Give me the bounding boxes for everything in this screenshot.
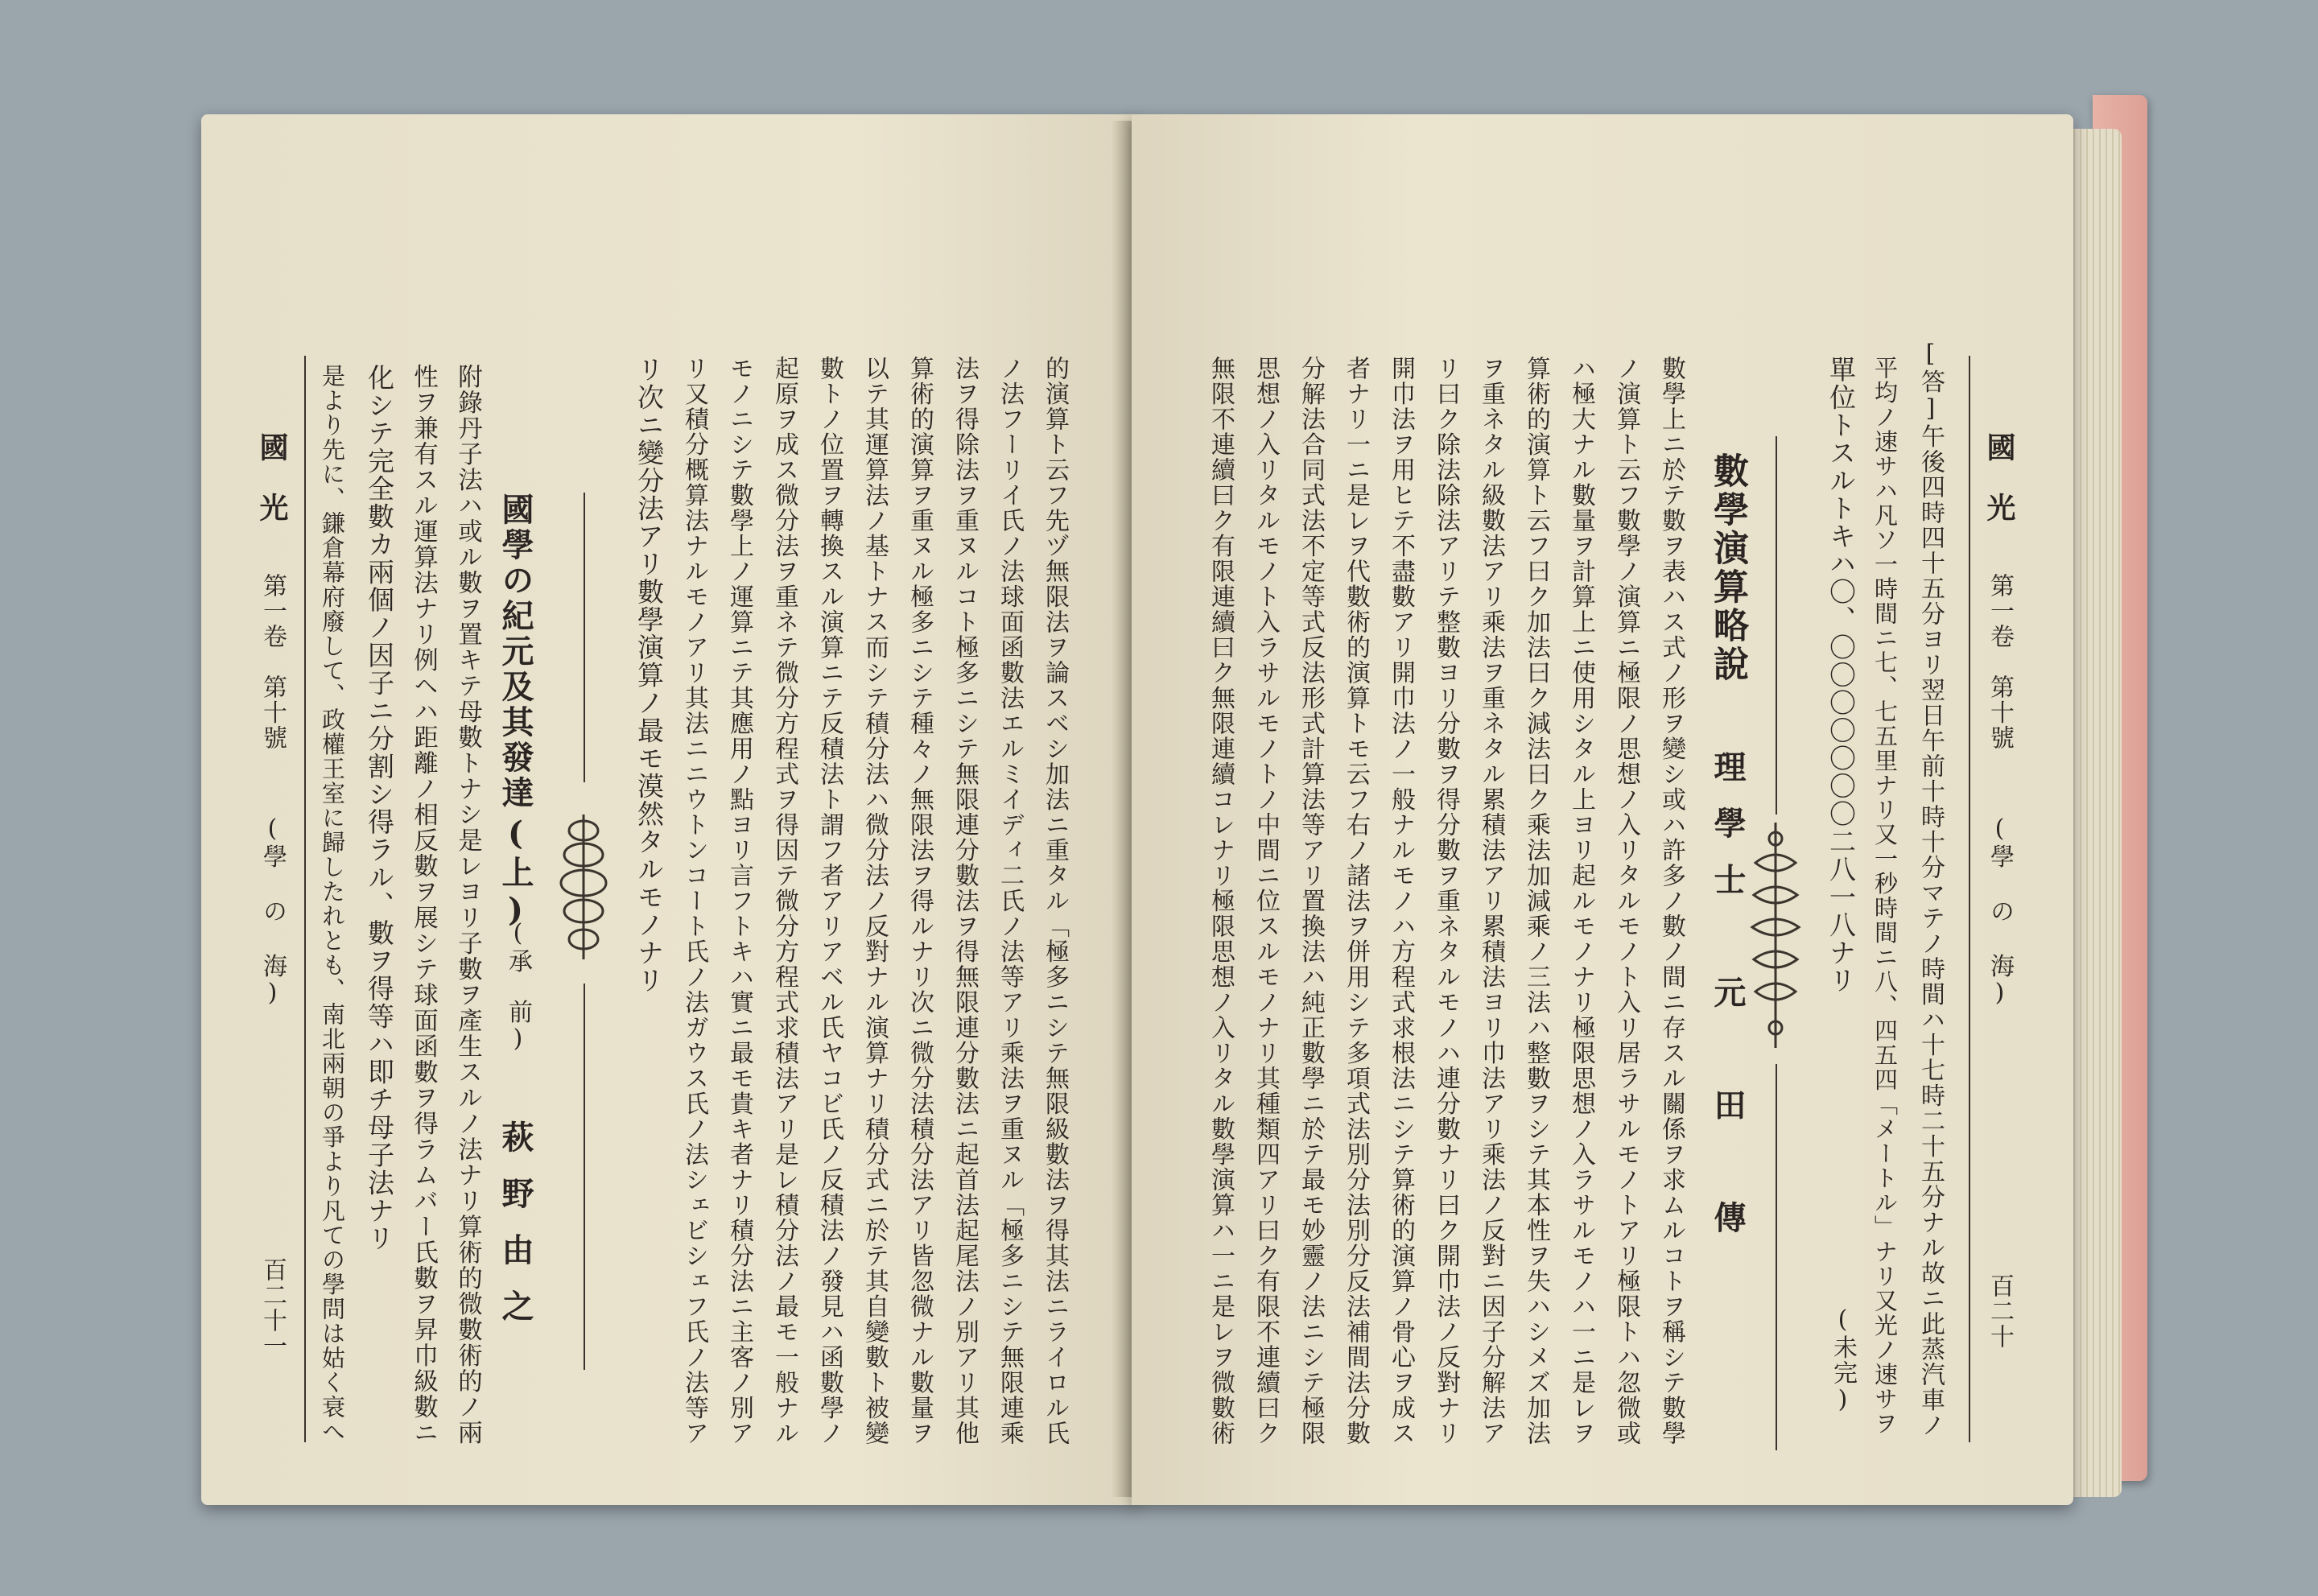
page-edges bbox=[2068, 129, 2122, 1497]
text-line: ノ法フーリイ氏ノ法球面函數法エルミイディ二氏ノ法等アリ乘法ヲ重ヌル「極多ニシテ無限連乘 bbox=[996, 356, 1024, 1446]
text-line: ヲ重ネタル級數法アリ乘法ヲ重ネタル累積法アリ累積法ヨリ巾法アリ乘法ノ反對ニ因子分解法ア bbox=[1477, 356, 1505, 1446]
text-line: ハ極大ナル數量ヲ計算上ニ使用シタル上ヨリ起ルモノナリ極限思想ノ入ラサルモノハ一ニ是レヲ bbox=[1567, 356, 1595, 1446]
text-line: 數トノ位置ヲ轉換スル演算ニテ反積法ト謂フ者アリアベル氏ヤコビ氏ノ反積法ノ發見ハ函數學ノ bbox=[815, 356, 843, 1446]
text-line: 開巾法ヲ用ヒテ不盡數アリ開巾法ノ一般ナルモノハ方程式求根法ニシテ算術的演算ノ骨心ヲ成ス bbox=[1387, 356, 1415, 1446]
text-line: 思想ノ入リタルモノト入ラサルモノトノ中間ニ位スルモノナリ其種類四アリ曰ク有限不連續曰ク bbox=[1252, 356, 1280, 1446]
text-line: 化シテ完全數カ兩個ノ因子ニ分割シ得ラル、數ヲ得等ハ即チ母子法ナリ bbox=[364, 364, 395, 1252]
text-line: 數學上ニ於テ數ヲ表ハス式ノ形ヲ變シ或ハ許多ノ數ノ間ニ存スル關係ヲ求ムルコトヲ稱シテ數學 bbox=[1657, 356, 1685, 1446]
left-page-number: 百二十一 bbox=[258, 1257, 287, 1359]
left-header-rule bbox=[304, 356, 306, 1442]
text-line: リ次ニ變分法アリ數學演算ノ最モ漠然タルモノナリ bbox=[633, 356, 665, 995]
text-line: 的演算ト云フ先ヅ無限法ヲ論スベシ加法ニ重タル「極多ニシテ無限級數法ヲ得其法ニライロル氏 bbox=[1041, 356, 1069, 1446]
divider-rule bbox=[1776, 1064, 1777, 1450]
text-line: 算術的演算ト云フ曰ク加法曰ク減法曰ク乘法加減乘ノ三法ハ整數ヲシテ其本性ヲ失ハシメズ加法 bbox=[1522, 356, 1550, 1446]
text-line: 附錄丹子法ハ或ル數ヲ置キテ母數トナシ是レヨリ子數ヲ產生スルノ法ナリ算術的微數術的ノ兩 bbox=[453, 364, 482, 1445]
article-author: 理學士 元 田 傳 bbox=[1709, 750, 1747, 1257]
text-line: 者ナリ一ニ是レヲ代數術的演算トモ云フ右ノ諸法ヲ併用シテ多項式法別分法別分反法補間法分數 bbox=[1342, 356, 1370, 1446]
right-header-rule bbox=[1969, 356, 1970, 1442]
text-line: 無限不連續曰ク有限連續曰ク無限連續コレナリ極限思想ノ入リタル數學演算ハ一ニ是レヲ微數術 bbox=[1206, 356, 1235, 1446]
essay-title: 國學の紀元及其發達 bbox=[497, 493, 534, 811]
right-journal-title: 國 光 bbox=[1982, 432, 2016, 523]
text-line: 以テ其運算法ノ基トナス而シテ積分法ハ微分法ノ反對ナル演算ナリ積分式ニ於テ其自變數ト被變 bbox=[860, 356, 889, 1446]
left-journal-title: 國 光 bbox=[255, 432, 289, 523]
text-line: 性ヲ兼有スル運算法ナリ例ヘハ距離ノ相反數ヲ展シテ球面函數ヲ得ラムバー氏數ヲ昇巾級數ニ bbox=[409, 364, 438, 1445]
ornament-icon bbox=[555, 806, 612, 967]
text-line: 算術的演算ヲ重ヌル極多ニシテ種々ノ無限法ヲ得ルナリ次ニ微分法積分法アリ皆忽微ナル數量ヲ bbox=[905, 356, 934, 1446]
text-line: モノニシテ數學上ノ運算ニテ其應用ノ點ヨリ言フトキハ實ニ最モ貴キ者ナリ積分法ニ主客ノ別ア bbox=[725, 356, 753, 1446]
left-volume-label: 第一卷 第十號 bbox=[258, 573, 287, 751]
answer-end-note: (未完) bbox=[1829, 1305, 1857, 1415]
right-page-number: 百二十 bbox=[1986, 1273, 2014, 1350]
text-line: 分解法合同式法不定等式反法形式計算法等アリ置換法ハ純正數學ニ於テ最モ妙靈ノ法ニシテ極限 bbox=[1297, 356, 1325, 1446]
essay-part: (上) bbox=[497, 814, 534, 932]
text-line: 是より先に、鎌倉幕府廢して、政權王室に歸したれとも、南北兩朝の爭より凡ての學問は姑く衰へ bbox=[319, 364, 346, 1444]
left-section-label: (學 の 海) bbox=[258, 814, 287, 1008]
text-line: ノ演算ト云フ數學ノ演算ニ極限ノ思想ノ入リタルモノト入リ居ラサルモノトアリ極限トハ忽微或 bbox=[1612, 356, 1640, 1446]
right-page bbox=[1132, 114, 2073, 1505]
answer-line: 單位トスルトキハ〇、〇〇〇〇〇〇〇二八一八ナリ bbox=[1825, 356, 1857, 995]
ornament-icon bbox=[1747, 823, 1804, 1048]
answer-line: [答]午後四時四十五分ヨリ翌日午前十時十分マテノ時間ハ十七時二十五分ナル故ニ此蒸汽車ノ bbox=[1916, 340, 1945, 1438]
text-line: 起原ヲ成ス微分法ヲ重ネテ微分方程式ヲ得因テ微分方程式求積法アリ是レ積分法ノ最モ一般ナル bbox=[770, 356, 798, 1446]
divider-rule bbox=[584, 984, 585, 1370]
article-title: 數學演算略說 bbox=[1707, 452, 1748, 684]
right-section-label: (學 の 海) bbox=[1986, 814, 2014, 1008]
right-volume-label: 第一卷 第十號 bbox=[1986, 573, 2014, 751]
text-line: リ曰ク除法除法アリテ整數ヨリ分數ヲ得分數ヲ重ネタルモノハ連分數ナリ曰ク開巾法ノ反對ナリ bbox=[1432, 356, 1460, 1446]
divider-rule bbox=[584, 493, 585, 782]
left-page bbox=[201, 114, 1136, 1505]
text-line: 法ヲ得除法ヲ重ヌルコト極多ニシテ無限連分數法ヲ得無限連分數法ニ起首法起尾法ノ別アリ其他 bbox=[951, 356, 979, 1446]
answer-line: 平均ノ速サハ凡ソ一時間ニ七、七五里ナリ又一秒時間ニ八、四五四「メートル」ナリ又光ノ速サヲ bbox=[1871, 356, 1899, 1436]
essay-note: (承 前) bbox=[504, 919, 532, 1054]
essay-author: 萩野由之 bbox=[497, 1120, 534, 1346]
text-line: リ又積分概算法ナルモノアリ其法ニニウトンコート氏ノ法ガウス氏ノ法シェビシェフ氏ノ法等ア bbox=[680, 356, 708, 1446]
divider-rule bbox=[1776, 436, 1777, 814]
